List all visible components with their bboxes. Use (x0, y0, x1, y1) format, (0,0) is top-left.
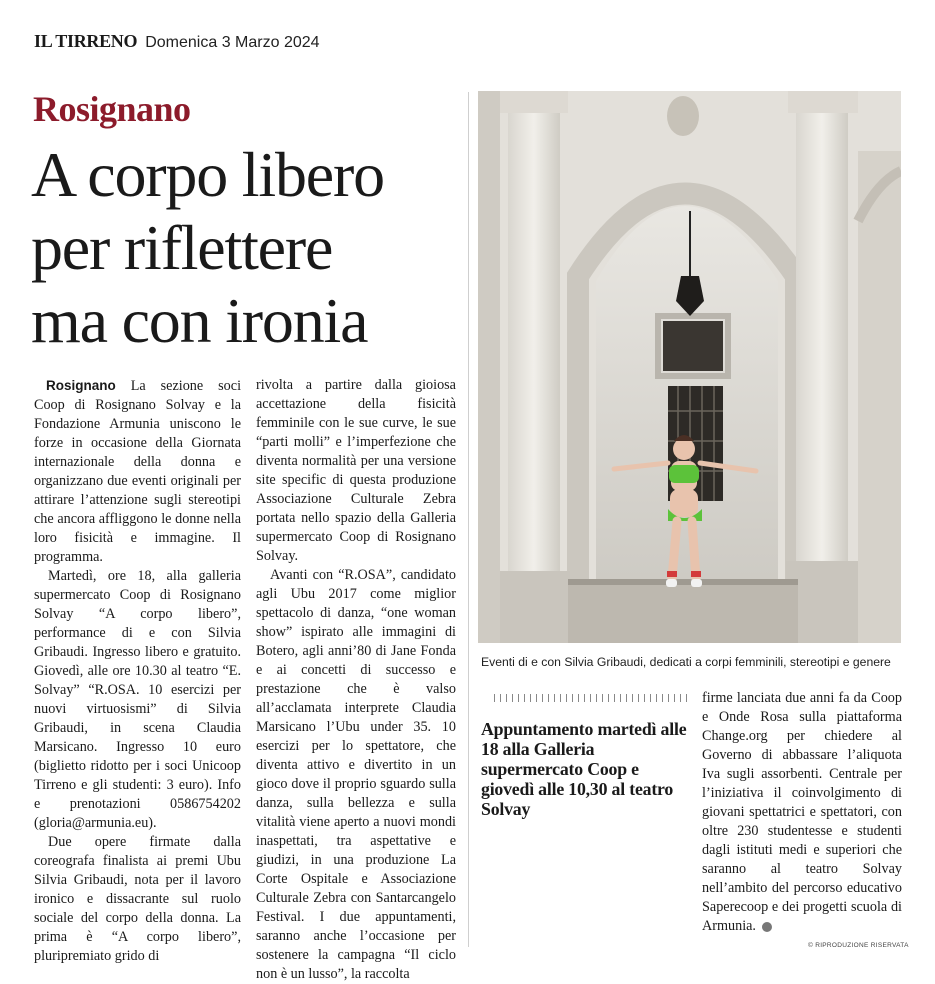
pull-quote: Appuntamento martedì alle 18 alla Galleria supermercato Coop e giovedì alle 10,30 al teatro Solvay (481, 719, 687, 819)
photo-illustration (478, 91, 901, 643)
paragraph: rivolta a partire dalla gioiosa accettazione della fisicità femminile con le sue curve, le sue “parti molli” e l’imperfezione che diventa normalità per una versione site specific di questa produzione Associazione Culturale Zebra portata nello spazio della Galleria supermercato Coop di Rosignano Solvay. (256, 377, 456, 564)
paragraph: Martedì, ore 18, alla galleria supermercato Coop di Rosignano Solvay “A corpo libero”, performance di e con Silvia Gribaudi. Ingresso libero e gratuito. Giovedì, alle ore 10.30 al teatro “E. Solvay” “R.OSA. 10 esercizi per nuovi virtuosismi” di Silvia Gribaudi, in scena Claudia Marsicano. Ingresso 10 euro (biglietto ridotto per i soci Unicoop Tirreno e gli studenti: 3 euro). Info e prenotazioni 0586754202 (gloria@armunia.eu). (34, 568, 241, 831)
issue-date: Domenica 3 Marzo 2024 (145, 34, 320, 51)
article-column-2 (256, 376, 456, 984)
column-divider (468, 92, 469, 947)
copyright-notice: © RIPRODUZIONE RISERVATA (808, 942, 909, 949)
article-column-1 (34, 376, 241, 966)
article-photo (478, 91, 901, 643)
pull-quote-divider (494, 694, 691, 702)
photo-caption: Eventi di e con Silvia Gribaudi, dedicati a corpi femminili, stereotipi e genere (481, 655, 891, 669)
end-of-article-dot-icon (762, 922, 772, 932)
paragraph (34, 376, 241, 567)
paragraph (702, 689, 902, 936)
masthead (34, 31, 320, 53)
headline-line: ma con ironia (31, 285, 368, 356)
paragraph-text: La sezione soci Coop di Rosignano Solvay e la Fondazione Armunia uniscono le forze in occasione della Giornata internazionale della donna e organizzano due eventi originali per attirare l’attenzione sugli stereotipi che ancora affliggono le donne nella loro fisicità e immagine. Il programma. (34, 378, 242, 565)
headline-line: A corpo libero (31, 139, 384, 210)
section-kicker: Rosignano (33, 89, 191, 129)
headline (31, 138, 461, 357)
newspaper-name: IL TIRRENO (34, 31, 138, 51)
dateline: Rosignano (46, 378, 116, 393)
paragraph: Avanti con “R.OSA”, candidato agli Ubu 2017 come miglior spettacolo di danza, “one woman show” ispirato alle immagini di Botero, agli anni’80 di Jane Fonda e ai concetti di successo e prestazione che è valso all’acclamata interprete Claudia Marsicano l’Ubu under 35. 10 esercizi per lo spettatore, che diventa attivo e divertito in un gioco dove il proprio sguardo sulla danza, sulla bellezza e sulla vitalità viene aperto a nuovi mondi inaspettati, tra aspettative e giudizi, in una produzione La Corte Ospitale e Associazione Culturale Zebra con Santarcangelo Festival. I due appuntamenti, saranno anche l’occasione per sostenere la campagna “Il ciclo non è un lusso”, la raccolta (256, 567, 456, 982)
article-column-3 (702, 689, 902, 936)
paragraph-text: firme lanciata due anni fa da Coop e Onde Rosa sulla piattaforma Change.org per chiedere al Governo di abbassare l’aliquota Iva sugli assorbenti. Centrale per l’iniziativa il coinvolgimento di giovani spettatrici e spettatori, con oltre 230 studentesse e studenti dagli istituti medi e superiori che saranno al teatro Solvay nell’ambito del percorso educativo Saperecoop e dei progetti scuola di Armunia. (702, 690, 902, 934)
paragraph: Due opere firmate dalla coreografa finalista ai premi Ubu Silvia Gribaudi, nota per il lavoro ironico e dissacrante sul ruolo sociale del corpo della donna. La prima è “A corpo libero”, pluripremiato grido di (34, 834, 241, 964)
headline-line: per riflettere (31, 212, 333, 283)
